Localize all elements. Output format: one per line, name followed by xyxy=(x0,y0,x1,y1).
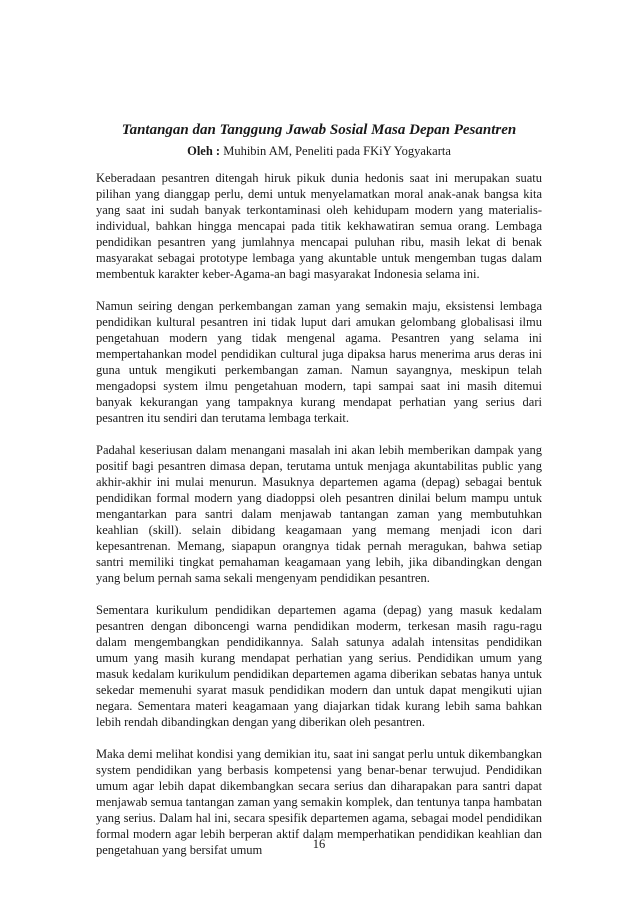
paragraph: Namun seiring dengan perkembangan zaman yang semakin maju, eksistensi lembaga pendidikan kultural pesantren ini tidak luput dari amukan gelombang globalisasi ilmu pengetahuan modern yang tidak mengenal agama. Pesantren yang selama ini mempertahankan model pendidikan cultural juga dipaksa harus menerima arus deras ini guna untuk mengikuti perkembangan zaman. Namun sayangnya, meskipun telah mengadopsi system ilmu pengetahuan modern, tapi sampai saat ini masih ditemui banyak kekurangan yang tampaknya kurang mendapat perhatian yang serius dari pesantren itu sendiri dan terutama lembaga terkait. xyxy=(96,299,542,425)
document-body xyxy=(96,170,542,874)
page-number: 16 xyxy=(312,837,326,851)
author-label: Oleh : xyxy=(187,144,221,158)
author-text: Muhibin AM, Peneliti pada FKiY Yogyakarta xyxy=(220,144,451,158)
author-line xyxy=(96,143,542,159)
paragraph: Sementara kurikulum pendidikan departemen agama (depag) yang masuk kedalam pesantren dengan diboncengi warna pendidikan moderm, terkesan masih ragu-ragu dalam mengembangkan pendidikannya. Salah satunya adalah intensitas pendidikan umum yang masih kurang mendapat perhatian yang serius. Pendidikan umum yang masuk kedalam kurikulum pendidikan departemen agama diberikan sebatas hanya untuk sekedar memenuhi syarat masuk pendidikan modern dan untuk dapat mengikuti ujian negara. Sementara materi keagamaan yang diajarkan tidak kurang lebih sama bahkan lebih rendah dibandingkan dengan yang diberikan oleh pesantren. xyxy=(96,603,542,729)
paragraph: Keberadaan pesantren ditengah hiruk pikuk dunia hedonis saat ini merupakan suatu pilihan yang dianggap perlu, demi untuk menyelamatkan moral anak-anak bangsa kita yang saat ini sudah banyak terkontaminasi oleh kehidupam modern yang materialis-individual, bahkan hingga mencapai pada titik kekhawatiran semua orang. Lembaga pendidikan pesantren yang jumlahnya mencapai puluhan ribu, masih lekat di benak masyarakat sebagai prototype lembaga yang akuntable untuk mengemban tugas dalam membentuk karakter keber-Agama-an bagi masyarakat Indonesia selama ini. xyxy=(96,171,542,281)
document-title: Tantangan dan Tanggung Jawab Sosial Masa Depan Pesantren xyxy=(121,122,517,138)
paragraph: Maka demi melihat kondisi yang demikian itu, saat ini sangat perlu untuk dikembangkan system pendidikan yang berbasis kompetensi yang benar-benar terwujud. Pendidikan umum agar lebih dapat dikembangkan secara serius dan diharapakan para santri dapat menjawab semua tantangan zaman yang semakin komplek, dan tentunya tanpa hambatan yang serius. Dalam hal ini, secara spesifik departemen agama, sebagai model pendidikan formal modern agar lebih berperan aktif dalam memperhatikan pendidikan keahlian dan pengetahuan yang bersifat umum xyxy=(96,747,542,857)
paragraph: Padahal keseriusan dalam menangani masalah ini akan lebih memberikan dampak yang positif bagi pesantren dimasa depan, terutama untuk menjaga akuntabilitas public yang akhir-akhir ini mulai menurun. Masuknya departemen agama (depag) sebagai bentuk pendidikan formal modern yang diadoppsi oleh pesantren dinilai belum mampu untuk mengantarkan para santri dalam menjawab tantangan zaman yang membutuhkan keahlian (skill). selain dibidang keagamaan yang memang menjadi icon dari kepesantrenan. Memang, siapapun orangnya tidak pernah meragukan, bahwa setiap santri memiliki tingkat pemahaman keagamaan yang lebih, jika dibandingkan dengan yang belum pernah sama sekali mengenyam pendidikan pesantren. xyxy=(96,443,542,585)
